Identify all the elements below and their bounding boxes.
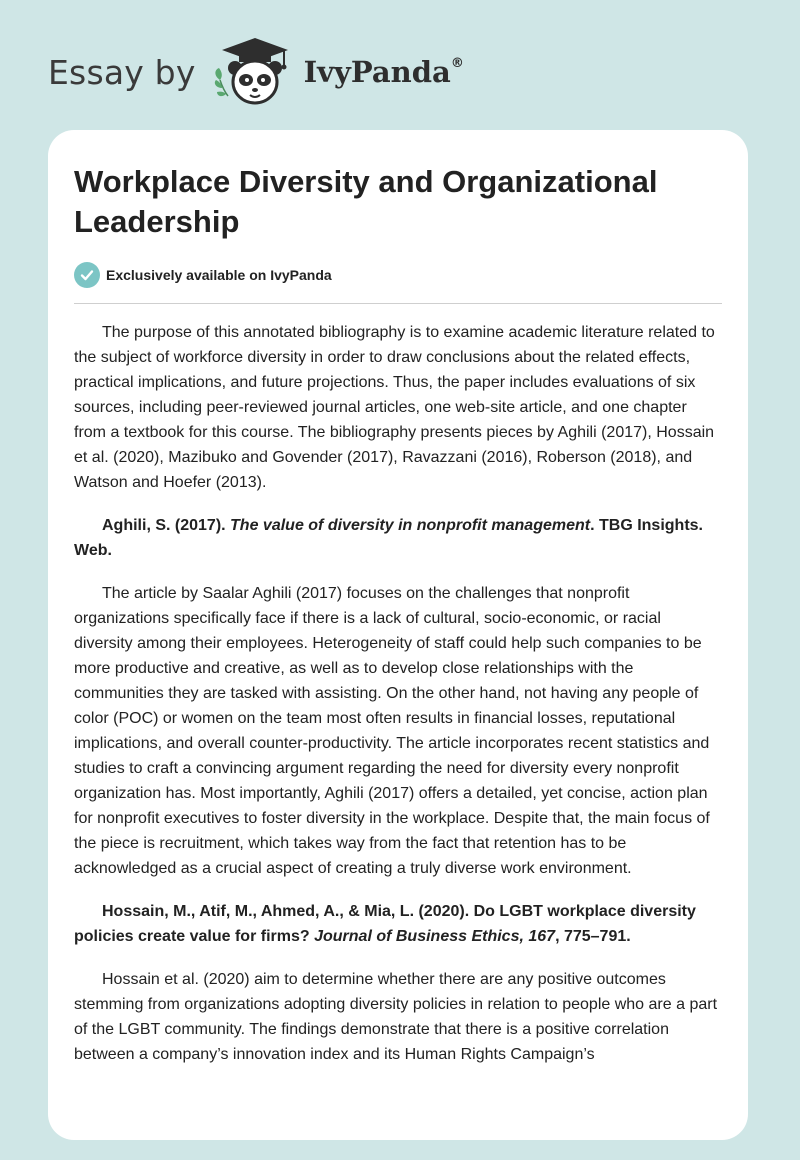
site-header — [48, 36, 464, 108]
check-icon — [74, 262, 100, 288]
essay-card — [48, 130, 748, 1140]
paragraph-aghili: The article by Saalar Aghili (2017) focuses on the challenges that nonprofit organizations specifically face if there is a lack of cultural, socio-economic, or racial diversity among their employees. Heterogeneity of staff could help such companies to be more productive and creative, as well as to develop close relationships with the communities they are tasked with assisting. On the other hand, not having any people of color (POC) or women on the team most often results in financial losses, reputational implications, and overall counter-productivity. The article incorporates recent statistics and studies to craft a convincing argument regarding the need for diversity every nonprofit organization has. Most importantly, Aghili (2017) offers a detailed, yet concise, action plan for nonprofit executives to foster diversity in the workplace. Despite that, the main focus of the piece is recruitment, which takes way from the fact that retention has to be acknowledged as a crucial aspect of creating a truly diverse work environment. — [74, 585, 710, 877]
exclusive-label: Exclusively available on IvyPanda — [106, 267, 332, 283]
reference-hossain: Hossain, M., Atif, M., Ahmed, A., & Mia, L. (2020). Do LGBT workplace diversity policies create value for firms? Journal of Business Ethics, 167, 775–791. — [74, 903, 696, 945]
essay-by-label: Essay by — [48, 52, 196, 92]
exclusive-badge — [74, 262, 722, 288]
panda-graduate-icon — [210, 36, 300, 108]
intro-paragraph: The purpose of this annotated bibliography is to examine academic literature related to the subject of workforce diversity in order to draw conclusions about the related effects, practical implications, and future projections. Thus, the paper includes evaluations of six sources, including peer-reviewed journal articles, one web-site article, and one chapter from a textbook for this course. The bibliography presents pieces by Aghili (2017), Hossain et al. (2020), Mazibuko and Govender (2017), Ravazzani (2016), Roberson (2018), and Watson and Hoefer (2013). — [74, 324, 715, 491]
brand-name: IvyPanda® — [303, 55, 464, 89]
paragraph-hossain: Hossain et al. (2020) aim to determine whether there are any positive outcomes stemming from organizations adopting diversity policies in relation to people who are a part of the LGBT community. The findings demonstrate that there is a positive correlation between a company’s innovation index and its Human Rights Campaign’s — [74, 971, 718, 1063]
essay-body — [74, 320, 722, 1067]
registered-mark: ® — [450, 56, 464, 72]
reference-aghili: Aghili, S. (2017). The value of diversity in nonprofit management. TBG Insights. Web. — [74, 517, 703, 559]
page-title: Workplace Diversity and Organizational Leadership — [74, 164, 658, 239]
divider — [74, 303, 722, 304]
